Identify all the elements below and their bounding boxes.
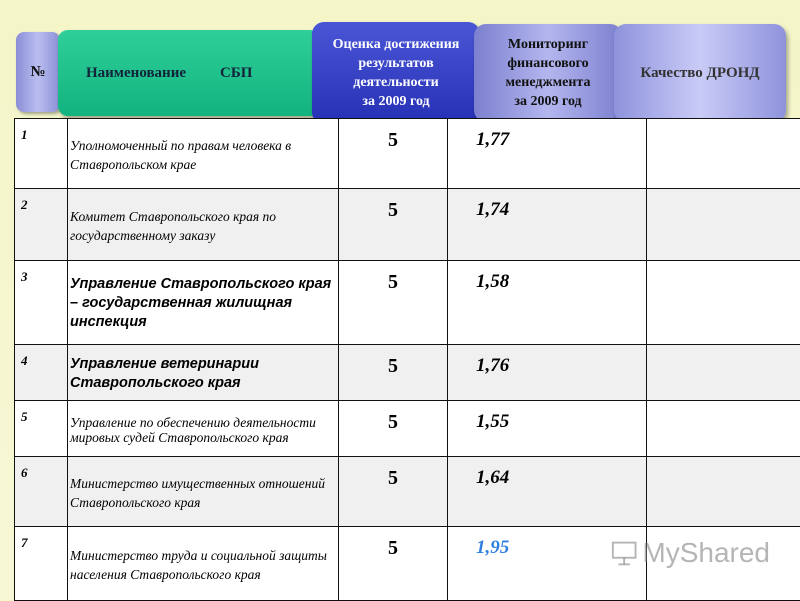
row-score: 5 [339, 119, 448, 189]
table-row [15, 189, 800, 261]
row-monitoring: 1,58 [448, 261, 647, 345]
row-number: 4 [15, 345, 68, 401]
row-quality [647, 189, 800, 261]
table-row [15, 261, 800, 345]
row-monitoring: 1,55 [448, 401, 647, 457]
presentation-icon [610, 538, 638, 568]
row-number: 6 [15, 457, 68, 527]
row-name: Уполномоченный по правам человека в Ставропольском крае [68, 119, 339, 189]
eval-header-line: деятельности [333, 73, 460, 92]
row-score: 5 [339, 261, 448, 345]
mon-header-line: за 2009 год [506, 92, 591, 111]
mon-header-line: Мониторинг [506, 35, 591, 54]
watermark [610, 536, 770, 570]
row-number: 5 [15, 401, 68, 457]
row-monitoring: 1,76 [448, 345, 647, 401]
column-header-number [16, 32, 60, 112]
row-monitoring: 1,95 [448, 527, 647, 601]
row-score: 5 [339, 527, 448, 601]
row-score: 5 [339, 457, 448, 527]
row-name: Министерство имущественных отношений Ставропольского края [68, 457, 339, 527]
row-name: Комитет Ставропольского края по государственному заказу [68, 189, 339, 261]
row-monitoring: 1,64 [448, 457, 647, 527]
table-row [15, 401, 800, 457]
row-name: Управление Ставропольского края – государственная жилищная инспекция [68, 261, 339, 345]
row-monitoring: 1,77 [448, 119, 647, 189]
row-quality [647, 457, 800, 527]
eval-header-line: результатов [333, 54, 460, 73]
watermark-text: MyShared [642, 537, 770, 569]
row-number: 7 [15, 527, 68, 601]
row-number: 1 [15, 119, 68, 189]
column-header-name [58, 30, 320, 116]
column-header-monitoring [474, 24, 622, 122]
row-score: 5 [339, 345, 448, 401]
eval-header-line: за 2009 год [333, 92, 460, 111]
row-name: Министерство труда и социальной защиты населения Ставропольского края [68, 527, 339, 601]
row-name: Управление ветеринарии Ставропольского края [68, 345, 339, 401]
mon-header-line: менеджмента [506, 73, 591, 92]
eval-header-line: Оценка достижения [333, 35, 460, 54]
table-row [15, 345, 800, 401]
row-monitoring: 1,74 [448, 189, 647, 261]
sbp-header-label: СБП [220, 65, 252, 82]
row-score: 5 [339, 401, 448, 457]
number-sign: № [30, 64, 45, 81]
column-header-evaluation [312, 22, 480, 124]
name-header-label: Наименование [86, 65, 186, 82]
row-number: 2 [15, 189, 68, 261]
row-quality [647, 401, 800, 457]
row-score: 5 [339, 189, 448, 261]
row-quality [647, 261, 800, 345]
quality-header-label: Качество ДРОНД [640, 65, 759, 82]
row-number: 3 [15, 261, 68, 345]
column-header-quality [614, 24, 786, 122]
row-quality [647, 119, 800, 189]
ratings-table [14, 118, 800, 601]
row-quality [647, 345, 800, 401]
table-row [15, 457, 800, 527]
table-row [15, 119, 800, 189]
row-name: Управление по обеспечению деятельности мировых судей Ставропольского края [68, 401, 339, 457]
mon-header-line: финансового [506, 54, 591, 73]
